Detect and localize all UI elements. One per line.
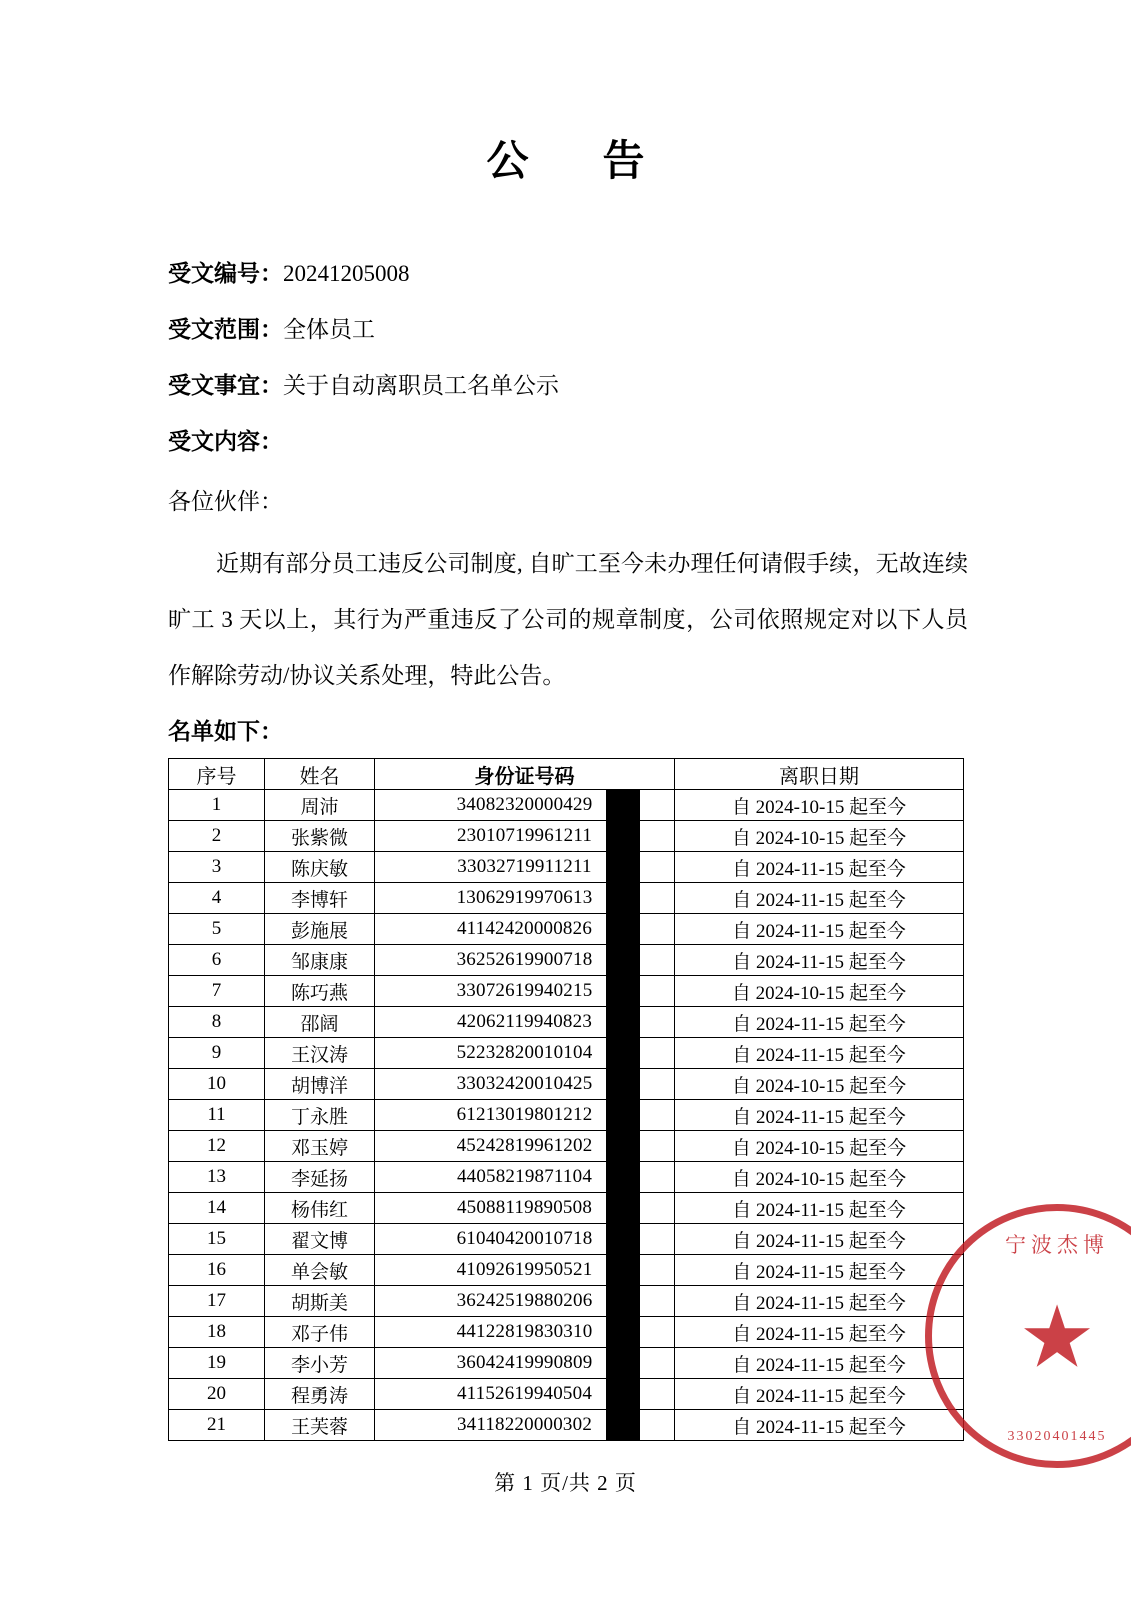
cell-id-text: 13062919970613 — [456, 887, 593, 908]
cell-date: 自 2024-11-15 起至今 — [675, 1410, 964, 1441]
redaction-bar — [606, 852, 640, 882]
redaction-bar — [606, 1317, 640, 1347]
cell-id-text: 33072619940215 — [456, 980, 593, 1001]
cell-id — [375, 852, 675, 883]
cell-id-text: 52232820010104 — [456, 1042, 593, 1063]
star-icon: ★ — [1018, 1289, 1096, 1386]
redaction-bar — [606, 1255, 640, 1285]
cell-id-text: 36252619900718 — [456, 949, 593, 970]
redaction-bar — [606, 883, 640, 913]
cell-no: 18 — [169, 1317, 265, 1348]
table-row — [169, 852, 964, 883]
table-row — [169, 1348, 964, 1379]
cell-id-text: 45088119890508 — [456, 1197, 593, 1218]
page-footer: 第 1 页/共 2 页 — [494, 1471, 637, 1495]
cell-date: 自 2024-10-15 起至今 — [675, 1162, 964, 1193]
cell-id — [375, 883, 675, 914]
table-row — [169, 1410, 964, 1441]
cell-no: 11 — [169, 1100, 265, 1131]
redaction-bar — [606, 1224, 640, 1254]
redaction-bar — [606, 1193, 640, 1223]
cell-date: 自 2024-11-15 起至今 — [675, 1348, 964, 1379]
cell-name: 陈巧燕 — [265, 976, 375, 1007]
cell-no: 10 — [169, 1069, 265, 1100]
redaction-bar — [606, 914, 640, 944]
cell-date: 自 2024-10-15 起至今 — [675, 821, 964, 852]
redaction-bar — [606, 1038, 640, 1068]
meta-label-number: 受文编号： — [168, 260, 283, 287]
meta-value-subject: 关于自动离职员工名单公示 — [283, 373, 559, 398]
redaction-bar — [606, 1069, 640, 1099]
meta-label-scope: 受文范围： — [168, 316, 283, 343]
meta-row-content — [168, 414, 963, 470]
cell-no: 3 — [169, 852, 265, 883]
cell-id-text: 61213019801212 — [456, 1104, 593, 1125]
header-date: 离职日期 — [675, 759, 964, 790]
cell-id-text: 42062119940823 — [456, 1011, 593, 1032]
header-name: 姓名 — [265, 759, 375, 790]
cell-no: 15 — [169, 1224, 265, 1255]
cell-name: 王汉涛 — [265, 1038, 375, 1069]
table-row — [169, 1100, 964, 1131]
redaction-bar — [606, 1410, 640, 1440]
redaction-bar — [606, 1131, 640, 1161]
table-row — [169, 821, 964, 852]
cell-name: 杨伟红 — [265, 1193, 375, 1224]
cell-date: 自 2024-10-15 起至今 — [675, 790, 964, 821]
cell-id — [375, 945, 675, 976]
page-title: 公 告 — [486, 136, 661, 185]
cell-id-text: 23010719961211 — [456, 825, 593, 846]
redaction-bar — [606, 1286, 640, 1316]
cell-date: 自 2024-10-15 起至今 — [675, 1131, 964, 1162]
cell-id-text: 36242519880206 — [456, 1290, 593, 1311]
cell-date: 自 2024-11-15 起至今 — [675, 1193, 964, 1224]
stamp-top-text: 宁波杰博 — [1005, 1233, 1109, 1257]
cell-date: 自 2024-11-15 起至今 — [675, 914, 964, 945]
cell-id — [375, 1131, 675, 1162]
cell-name: 邹康康 — [265, 945, 375, 976]
cell-no: 20 — [169, 1379, 265, 1410]
cell-id — [375, 1224, 675, 1255]
redaction-bar — [606, 976, 640, 1006]
cell-id-text: 44122819830310 — [456, 1321, 593, 1342]
table-row — [169, 1224, 964, 1255]
cell-id — [375, 976, 675, 1007]
cell-id — [375, 1379, 675, 1410]
cell-no: 7 — [169, 976, 265, 1007]
cell-id — [375, 1410, 675, 1441]
cell-id — [375, 914, 675, 945]
table-row — [169, 914, 964, 945]
cell-date: 自 2024-11-15 起至今 — [675, 1317, 964, 1348]
cell-id — [375, 1193, 675, 1224]
table-row — [169, 1379, 964, 1410]
roster-table-body — [169, 790, 964, 1441]
cell-name: 单会敏 — [265, 1255, 375, 1286]
body-paragraph: 近期有部分员工违反公司制度, 自旷工至今未办理任何请假手续，无故连续旷工 3 天以上，其行为严重违反了公司的规章制度，公司依照规定对以下人员作解除劳动/协议关系处理，特此公告。 — [168, 551, 968, 688]
cell-id-text: 45242819961202 — [456, 1135, 593, 1156]
salutation: 各位伙伴： — [168, 489, 283, 514]
cell-date: 自 2024-11-15 起至今 — [675, 1255, 964, 1286]
cell-name: 李博轩 — [265, 883, 375, 914]
cell-id — [375, 821, 675, 852]
table-row — [169, 1007, 964, 1038]
cell-name: 邓玉婷 — [265, 1131, 375, 1162]
cell-id — [375, 790, 675, 821]
cell-date: 自 2024-11-15 起至今 — [675, 945, 964, 976]
cell-name: 张紫微 — [265, 821, 375, 852]
cell-no: 5 — [169, 914, 265, 945]
header-no: 序号 — [169, 759, 265, 790]
table-row — [169, 883, 964, 914]
cell-date: 自 2024-11-15 起至今 — [675, 852, 964, 883]
cell-name: 胡博洋 — [265, 1069, 375, 1100]
cell-name: 李延扬 — [265, 1162, 375, 1193]
cell-no: 19 — [169, 1348, 265, 1379]
meta-label-content: 受文内容： — [168, 428, 283, 455]
meta-row-scope — [168, 302, 963, 358]
cell-no: 1 — [169, 790, 265, 821]
cell-date: 自 2024-11-15 起至今 — [675, 1286, 964, 1317]
cell-id — [375, 1255, 675, 1286]
meta-row-number — [168, 246, 963, 302]
cell-id — [375, 1348, 675, 1379]
cell-name: 周沛 — [265, 790, 375, 821]
table-row — [169, 1317, 964, 1348]
meta-block — [0, 246, 1131, 470]
table-row — [169, 1162, 964, 1193]
redaction-bar — [606, 790, 640, 820]
cell-id — [375, 1069, 675, 1100]
cell-date: 自 2024-11-15 起至今 — [675, 1224, 964, 1255]
cell-no: 21 — [169, 1410, 265, 1441]
cell-name: 翟文博 — [265, 1224, 375, 1255]
cell-id-text: 61040420010718 — [456, 1228, 593, 1249]
cell-id-text: 41142420000826 — [456, 918, 593, 939]
cell-id-text: 41092619950521 — [456, 1259, 593, 1280]
cell-no: 16 — [169, 1255, 265, 1286]
cell-id-text: 34082320000429 — [456, 794, 593, 815]
cell-name: 王芙蓉 — [265, 1410, 375, 1441]
redaction-bar — [606, 1379, 640, 1409]
cell-name: 彭施展 — [265, 914, 375, 945]
roster-table — [168, 758, 964, 1441]
cell-date: 自 2024-11-15 起至今 — [675, 1379, 964, 1410]
cell-no: 2 — [169, 821, 265, 852]
cell-name: 邵阔 — [265, 1007, 375, 1038]
cell-no: 9 — [169, 1038, 265, 1069]
table-row — [169, 1038, 964, 1069]
cell-id-text: 41152619940504 — [456, 1383, 593, 1404]
cell-date: 自 2024-11-15 起至今 — [675, 1007, 964, 1038]
redaction-bar — [606, 1162, 640, 1192]
cell-no: 6 — [169, 945, 265, 976]
cell-name: 李小芳 — [265, 1348, 375, 1379]
cell-date: 自 2024-10-15 起至今 — [675, 976, 964, 1007]
cell-id-text: 44058219871104 — [456, 1166, 593, 1187]
meta-label-subject: 受文事宜： — [168, 372, 283, 399]
cell-id — [375, 1317, 675, 1348]
cell-name: 陈庆敏 — [265, 852, 375, 883]
cell-date: 自 2024-11-15 起至今 — [675, 1038, 964, 1069]
cell-no: 4 — [169, 883, 265, 914]
cell-date: 自 2024-10-15 起至今 — [675, 1069, 964, 1100]
redaction-bar — [606, 1348, 640, 1378]
stamp-bottom-text: 33020401445 — [1007, 1429, 1107, 1444]
cell-name: 胡斯美 — [265, 1286, 375, 1317]
table-header-row — [169, 759, 964, 790]
redaction-bar — [606, 945, 640, 975]
cell-id-text: 36042419990809 — [456, 1352, 593, 1373]
table-row — [169, 790, 964, 821]
table-row — [169, 945, 964, 976]
cell-id — [375, 1162, 675, 1193]
cell-id — [375, 1100, 675, 1131]
cell-name: 邓子伟 — [265, 1317, 375, 1348]
cell-date: 自 2024-11-15 起至今 — [675, 883, 964, 914]
table-row — [169, 1255, 964, 1286]
cell-no: 14 — [169, 1193, 265, 1224]
redaction-bar — [606, 1100, 640, 1130]
cell-name: 丁永胜 — [265, 1100, 375, 1131]
cell-date: 自 2024-11-15 起至今 — [675, 1100, 964, 1131]
cell-no: 13 — [169, 1162, 265, 1193]
cell-id — [375, 1007, 675, 1038]
redaction-bar — [606, 1007, 640, 1037]
meta-value-scope: 全体员工 — [283, 317, 375, 342]
cell-id — [375, 1038, 675, 1069]
list-label: 名单如下： — [168, 718, 283, 745]
cell-name: 程勇涛 — [265, 1379, 375, 1410]
table-row — [169, 1069, 964, 1100]
table-row — [169, 976, 964, 1007]
table-row — [169, 1286, 964, 1317]
table-row — [169, 1193, 964, 1224]
cell-id-text: 34118220000302 — [456, 1414, 593, 1435]
table-row — [169, 1131, 964, 1162]
cell-no: 17 — [169, 1286, 265, 1317]
meta-row-subject — [168, 358, 963, 414]
redaction-bar — [606, 821, 640, 851]
cell-id-text: 33032420010425 — [456, 1073, 593, 1094]
header-id: 身份证号码 — [375, 759, 675, 790]
cell-id-text: 33032719911211 — [457, 856, 592, 877]
cell-id — [375, 1286, 675, 1317]
meta-value-number: 20241205008 — [283, 261, 410, 286]
cell-no: 12 — [169, 1131, 265, 1162]
cell-no: 8 — [169, 1007, 265, 1038]
